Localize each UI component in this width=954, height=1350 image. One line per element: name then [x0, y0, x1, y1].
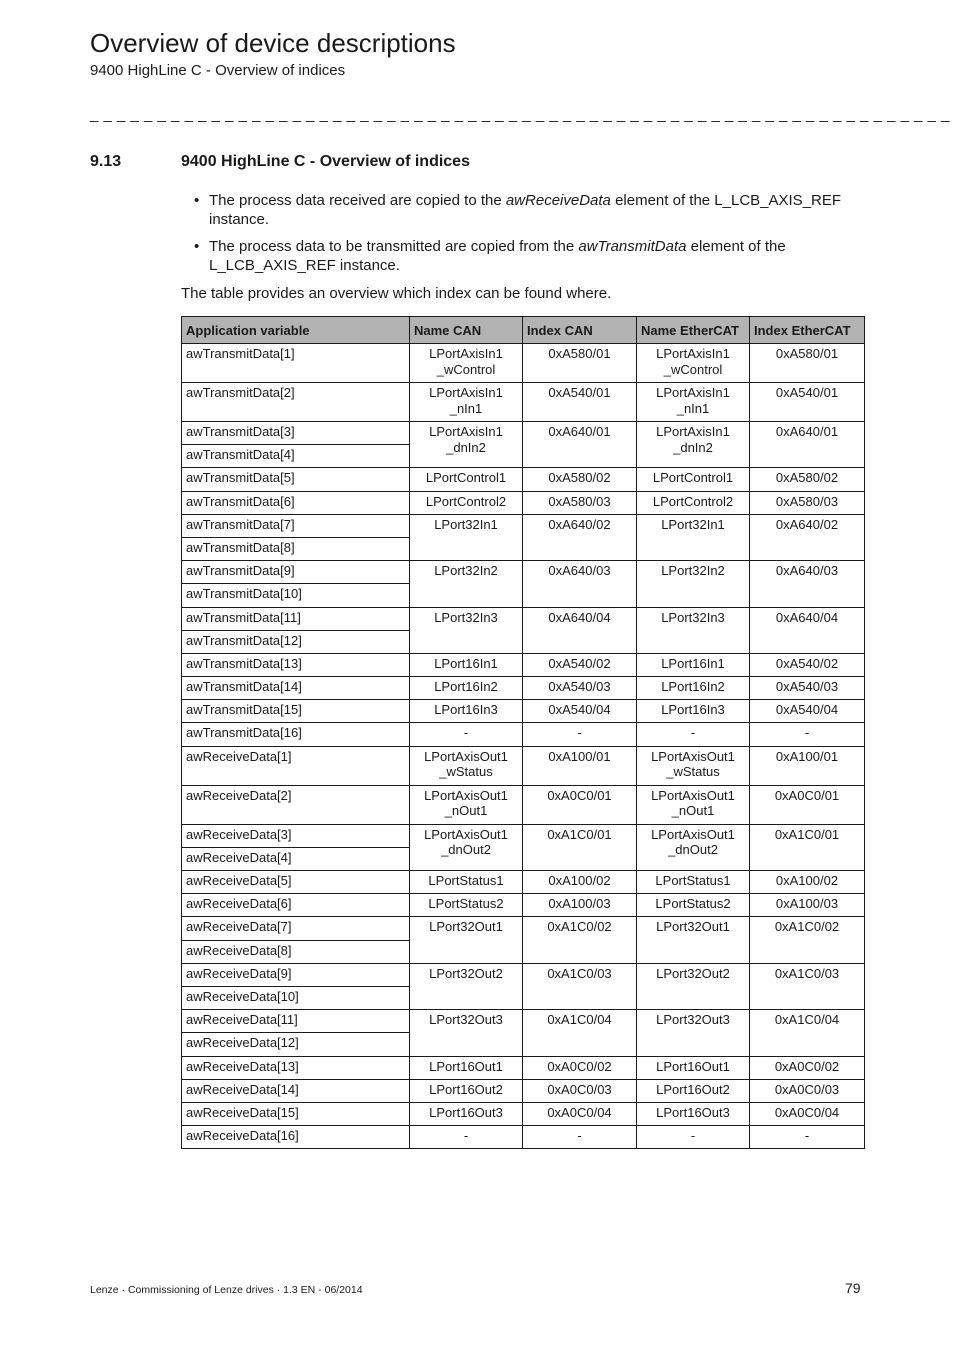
bullet-item: [194, 237, 854, 275]
table-cell: LPortAxisOut1 _dnOut2: [410, 824, 523, 870]
table-cell: LPortStatus1: [410, 871, 523, 894]
table-cell: 0xA540/02: [523, 653, 637, 676]
table-cell: 0xA0C0/04: [750, 1102, 865, 1125]
table-cell: 0xA640/04: [523, 607, 637, 653]
table-cell: awTransmitData[11]: [182, 607, 410, 630]
table-cell: awReceiveData[7]: [182, 917, 410, 940]
table-cell: LPort16In2: [637, 677, 750, 700]
table-row: [182, 468, 865, 491]
table-cell: LPortStatus2: [637, 894, 750, 917]
table-cell: awTransmitData[10]: [182, 584, 410, 607]
table-cell: 0xA640/03: [523, 561, 637, 607]
table-cell: awReceiveData[4]: [182, 847, 410, 870]
table-cell: awReceiveData[9]: [182, 963, 410, 986]
table-row: [182, 917, 865, 940]
table-row: [182, 785, 865, 824]
table-cell: LPort16Out2: [637, 1079, 750, 1102]
table-cell: LPortAxisOut1 _dnOut2: [637, 824, 750, 870]
table-cell: 0xA640/01: [523, 422, 637, 468]
table-header-row: [182, 317, 865, 344]
table-cell: LPort16Out3: [637, 1102, 750, 1125]
table-cell: awReceiveData[5]: [182, 871, 410, 894]
table-cell: awReceiveData[13]: [182, 1056, 410, 1079]
table-cell: -: [523, 1126, 637, 1149]
table-cell: LPortStatus2: [410, 894, 523, 917]
intro-text: The table provides an overview which index can be found where.: [181, 285, 612, 302]
table-cell: LPortControl2: [410, 491, 523, 514]
table-row: [182, 1126, 865, 1149]
table-cell: 0xA100/03: [750, 894, 865, 917]
table-cell: awTransmitData[5]: [182, 468, 410, 491]
table-cell: 0xA100/02: [750, 871, 865, 894]
table-cell: 0xA1C0/01: [523, 824, 637, 870]
document-title: Overview of device descriptions: [90, 28, 456, 58]
table-cell: 0xA540/03: [750, 677, 865, 700]
column-header: Name EtherCAT: [637, 317, 750, 344]
table-row: [182, 1079, 865, 1102]
bullet-emphasis: awReceiveData: [505, 192, 611, 209]
table-row: [182, 1010, 865, 1033]
table-cell: awReceiveData[14]: [182, 1079, 410, 1102]
table-cell: awReceiveData[2]: [182, 785, 410, 824]
table-cell: 0xA540/02: [750, 653, 865, 676]
table-cell: 0xA0C0/02: [523, 1056, 637, 1079]
page-number: 79: [845, 1280, 861, 1296]
table-cell: awTransmitData[2]: [182, 383, 410, 422]
table-cell: LPort32Out3: [410, 1010, 523, 1056]
table-cell: 0xA1C0/01: [750, 824, 865, 870]
table-cell: LPort16In2: [410, 677, 523, 700]
table-row: [182, 561, 865, 584]
table-cell: 0xA580/02: [523, 468, 637, 491]
table-cell: 0xA0C0/04: [523, 1102, 637, 1125]
table-cell: LPort16Out3: [410, 1102, 523, 1125]
table-cell: LPort32Out3: [637, 1010, 750, 1056]
table-cell: LPort32In3: [637, 607, 750, 653]
table-cell: LPort32In1: [410, 514, 523, 560]
table-cell: 0xA640/01: [750, 422, 865, 468]
table-cell: LPort32In2: [637, 561, 750, 607]
table-cell: LPortAxisIn1 _dnIn2: [637, 422, 750, 468]
section-number: 9.13: [90, 153, 122, 170]
table-cell: 0xA580/03: [523, 491, 637, 514]
table-row: [182, 963, 865, 986]
table-cell: 0xA1C0/04: [750, 1010, 865, 1056]
table-cell: 0xA580/01: [750, 344, 865, 383]
table-cell: LPortAxisIn1 _wControl: [410, 344, 523, 383]
table-cell: LPortAxisIn1 _nIn1: [410, 383, 523, 422]
table-row: [182, 677, 865, 700]
table-row: [182, 894, 865, 917]
table-cell: 0xA640/02: [750, 514, 865, 560]
table-cell: 0xA640/03: [750, 561, 865, 607]
bullet-emphasis: awTransmitData: [578, 238, 687, 255]
bullet-text: element of the L_LCB_AXIS_REF instance.: [209, 238, 786, 274]
table-cell: 0xA0C0/02: [750, 1056, 865, 1079]
table-cell: -: [523, 723, 637, 746]
section-title: 9400 HighLine C - Overview of indices: [181, 153, 470, 170]
table-cell: 0xA540/03: [523, 677, 637, 700]
table-cell: LPortAxisOut1 _nOut1: [637, 785, 750, 824]
table-cell: LPortAxisIn1 _wControl: [637, 344, 750, 383]
section-heading: [90, 153, 470, 171]
table-cell: 0xA0C0/03: [750, 1079, 865, 1102]
table-cell: LPort16In1: [637, 653, 750, 676]
table-cell: LPort32In1: [637, 514, 750, 560]
table-cell: awTransmitData[8]: [182, 537, 410, 560]
table-cell: awTransmitData[13]: [182, 653, 410, 676]
table-cell: awReceiveData[11]: [182, 1010, 410, 1033]
bullet-list: [194, 191, 854, 283]
table-row: [182, 514, 865, 537]
table-cell: LPort32In2: [410, 561, 523, 607]
table-row: [182, 422, 865, 445]
table-cell: 0xA1C0/03: [750, 963, 865, 1009]
table-row: [182, 700, 865, 723]
table-row: [182, 746, 865, 785]
table-cell: -: [410, 1126, 523, 1149]
table-cell: -: [410, 723, 523, 746]
table-cell: awTransmitData[3]: [182, 422, 410, 445]
table-cell: awTransmitData[12]: [182, 630, 410, 653]
table-cell: 0xA100/01: [750, 746, 865, 785]
bullet-text: The process data to be transmitted are copied from the: [209, 238, 579, 255]
table-cell: LPort32Out1: [637, 917, 750, 963]
table-cell: 0xA0C0/03: [523, 1079, 637, 1102]
table-cell: LPort32Out2: [410, 963, 523, 1009]
table-cell: LPortControl1: [410, 468, 523, 491]
table-cell: 0xA580/03: [750, 491, 865, 514]
table-body: [182, 344, 865, 1149]
table-cell: 0xA100/02: [523, 871, 637, 894]
table-row: [182, 653, 865, 676]
table-cell: awReceiveData[15]: [182, 1102, 410, 1125]
table-cell: LPortAxisOut1 _wStatus: [410, 746, 523, 785]
table-cell: -: [637, 1126, 750, 1149]
table-cell: LPort16In3: [410, 700, 523, 723]
table-cell: awReceiveData[1]: [182, 746, 410, 785]
table-cell: 0xA1C0/04: [523, 1010, 637, 1056]
table-row: [182, 1056, 865, 1079]
table-row: [182, 824, 865, 847]
table-cell: awTransmitData[15]: [182, 700, 410, 723]
table-row: [182, 344, 865, 383]
table-row: [182, 607, 865, 630]
table-cell: 0xA1C0/03: [523, 963, 637, 1009]
table-cell: awTransmitData[16]: [182, 723, 410, 746]
table-cell: LPort32In3: [410, 607, 523, 653]
document-subtitle: 9400 HighLine C - Overview of indices: [90, 62, 346, 79]
table-cell: LPortAxisOut1 _wStatus: [637, 746, 750, 785]
table-row: [182, 871, 865, 894]
column-header: Name CAN: [410, 317, 523, 344]
table-cell: awTransmitData[6]: [182, 491, 410, 514]
table-cell: 0xA100/01: [523, 746, 637, 785]
table-cell: LPort16Out1: [637, 1056, 750, 1079]
table-cell: 0xA640/04: [750, 607, 865, 653]
table-cell: -: [637, 723, 750, 746]
table-cell: awReceiveData[6]: [182, 894, 410, 917]
table-cell: LPortStatus1: [637, 871, 750, 894]
table-cell: 0xA580/01: [523, 344, 637, 383]
table-cell: LPort16Out2: [410, 1079, 523, 1102]
table-cell: -: [750, 1126, 865, 1149]
table-cell: LPortAxisIn1 _nIn1: [637, 383, 750, 422]
table-row: [182, 1102, 865, 1125]
table-cell: LPort16In1: [410, 653, 523, 676]
table-cell: LPort16Out1: [410, 1056, 523, 1079]
table-cell: awReceiveData[3]: [182, 824, 410, 847]
table-cell: awTransmitData[9]: [182, 561, 410, 584]
table-row: [182, 491, 865, 514]
table-cell: 0xA580/02: [750, 468, 865, 491]
table-cell: 0xA540/01: [750, 383, 865, 422]
footer-text: Lenze · Commissioning of Lenze drives · 1.3 EN - 06/2014: [90, 1284, 363, 1296]
table-cell: awReceiveData[16]: [182, 1126, 410, 1149]
table-cell: 0xA640/02: [523, 514, 637, 560]
table-cell: -: [750, 723, 865, 746]
bullet-text: The process data received are copied to the: [209, 192, 506, 209]
table-cell: LPort32Out2: [637, 963, 750, 1009]
table-cell: LPortControl1: [637, 468, 750, 491]
table-cell: LPortAxisOut1 _nOut1: [410, 785, 523, 824]
bullet-text: element of the L_LCB_AXIS_REF instance.: [209, 192, 842, 228]
table-cell: LPort32Out1: [410, 917, 523, 963]
table-cell: LPortAxisIn1 _dnIn2: [410, 422, 523, 468]
table-cell: 0xA0C0/01: [750, 785, 865, 824]
table-cell: 0xA100/03: [523, 894, 637, 917]
table-cell: 0xA540/04: [750, 700, 865, 723]
table-cell: awReceiveData[8]: [182, 940, 410, 963]
table-cell: 0xA1C0/02: [750, 917, 865, 963]
table-cell: awTransmitData[4]: [182, 445, 410, 468]
table-cell: awTransmitData[1]: [182, 344, 410, 383]
table-cell: 0xA1C0/02: [523, 917, 637, 963]
table-cell: 0xA540/01: [523, 383, 637, 422]
header-separator: _ _ _ _ _ _ _ _ _ _ _ _ _ _ _ _ _ _ _ _ _ _ _ _ _ _ _ _ _ _ _ _ _ _ _ _ _ _ _ _ _ _ _ _ _ _ _ _ _ _ _ _ _ _ _ _ _ _ _ _ _ _ _ _: [90, 106, 950, 123]
table-cell: 0xA540/04: [523, 700, 637, 723]
table-cell: 0xA0C0/01: [523, 785, 637, 824]
column-header: Index EtherCAT: [750, 317, 865, 344]
table-cell: LPortControl2: [637, 491, 750, 514]
table-cell: LPort16In3: [637, 700, 750, 723]
index-table: [181, 316, 865, 1149]
table-row: [182, 723, 865, 746]
table-cell: awTransmitData[14]: [182, 677, 410, 700]
bullet-item: [194, 191, 854, 229]
table-cell: awReceiveData[12]: [182, 1033, 410, 1056]
table-row: [182, 383, 865, 422]
table-cell: awTransmitData[7]: [182, 514, 410, 537]
table-cell: awReceiveData[10]: [182, 986, 410, 1009]
column-header: Index CAN: [523, 317, 637, 344]
column-header: Application variable: [182, 317, 410, 344]
